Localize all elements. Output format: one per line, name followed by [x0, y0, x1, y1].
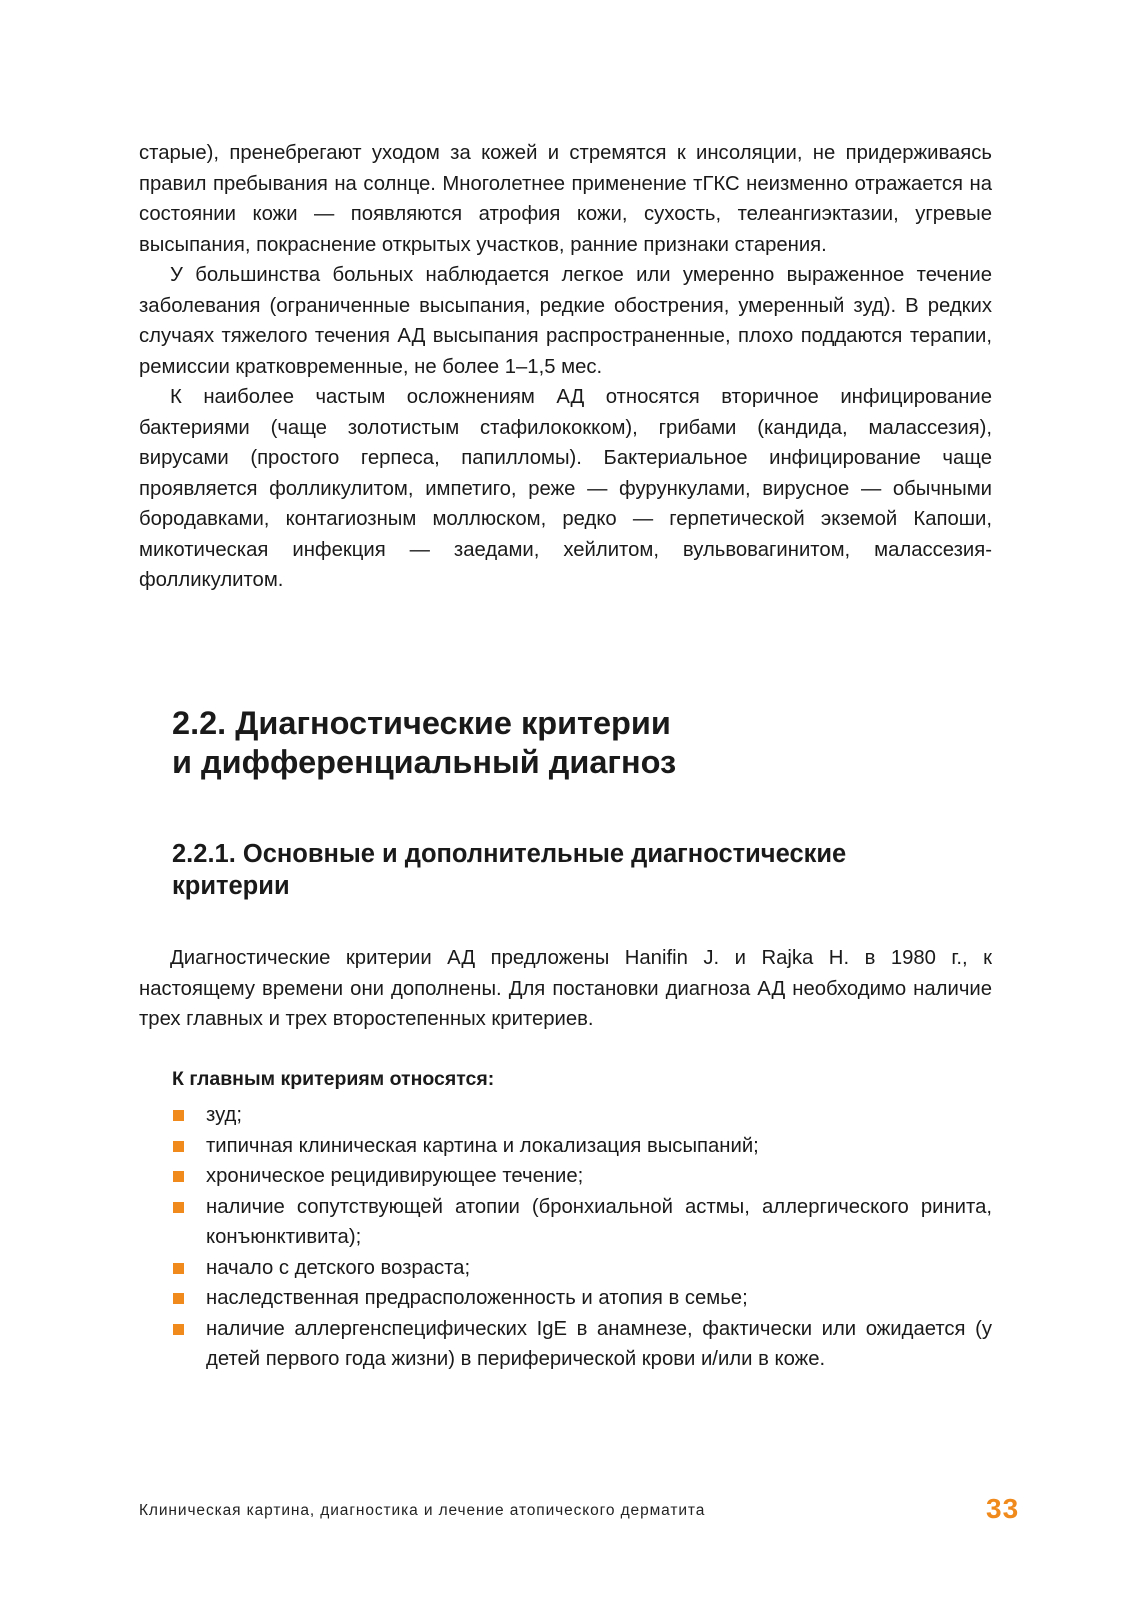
- main-criteria-list: [172, 1100, 992, 1375]
- orange-square-bullet-icon: [173, 1324, 184, 1335]
- list-item: [172, 1283, 992, 1314]
- list-item: [172, 1253, 992, 1284]
- list-item: [172, 1131, 992, 1162]
- list-item: [172, 1192, 992, 1253]
- orange-square-bullet-icon: [173, 1263, 184, 1274]
- subsection-heading-line2: критерии: [172, 872, 290, 900]
- list-item-text: наличие аллергенспецифических IgE в анамнезе, фактически или ожидается (у детей первого года жизни) в периферической крови и/или в коже.: [206, 1317, 992, 1370]
- list-item: [172, 1161, 992, 1192]
- orange-square-bullet-icon: [173, 1293, 184, 1304]
- page-number: 33: [986, 1493, 1020, 1524]
- list-item-text: зуд;: [206, 1104, 243, 1126]
- orange-square-bullet-icon: [173, 1141, 184, 1152]
- section-heading-line2: и дифференциальный диагноз: [172, 744, 677, 780]
- list-item-text: наследственная предрасположенность и атопия в семье;: [206, 1287, 748, 1309]
- list-item-text: хроническое рецидивирующее течение;: [206, 1165, 584, 1187]
- list-item-text: типичная клиническая картина и локализация высыпаний;: [206, 1134, 759, 1157]
- list-item: [172, 1100, 992, 1131]
- list-item-text: наличие сопутствующей атопии (бронхиальной астмы, аллергического ринита, конъюнктивита);: [206, 1195, 992, 1248]
- orange-square-bullet-icon: [173, 1171, 184, 1182]
- list-item-text: начало с детского возраста;: [206, 1256, 471, 1279]
- subsection-text: [139, 943, 992, 1035]
- intro-paragraph: старые), пренебрегают уходом за кожей и стремятся к инсоляции, не придерживаясь правил пребывания на солнце. Многолетнее применение тГКС неизменно отражается на состоянии кожи — появляются атрофия кожи, сухость, телеангиэктазии, угревые высыпания, покраснение открытых участков, ранние признаки старения.: [139, 142, 992, 256]
- running-footer-title: Клиническая картина, диагностика и лечение атопического дерматита: [139, 1502, 706, 1519]
- section-heading-line1: 2.2. Диагностические критерии: [172, 705, 671, 741]
- criteria-list-title: К главным критериям относятся:: [172, 1068, 495, 1090]
- orange-square-bullet-icon: [173, 1202, 184, 1213]
- section-heading: [172, 704, 932, 782]
- intro-paragraph: У большинства больных наблюдается легкое или умеренно выраженное течение заболевания (ограниченные высыпания, редкие обострения, умеренный зуд). В редких случаях тяжелого течения АД высыпания распространенные, плохо поддаются терапии, ремиссии кратковременные, не более 1–1,5 мес.: [139, 264, 992, 378]
- intro-paragraph: К наиболее частым осложнениям АД относятся вторичное инфицирование бактериями (чаще золотистым стафилококком), грибами (кандида, малассезия), вирусами (простого герпеса, папилломы). Бактериальное инфицирование чаще проявляется фолликулитом, импетиго, реже — фурункулами, вирусное — обычными бородавками, контагиозным моллюском, редко — герпетической экземой Капоши, микотическая инфекция — заедами, хейлитом, вульвовагинитом, малассезия-фолликулитом.: [139, 386, 992, 591]
- subsection-heading: [172, 838, 972, 902]
- subsection-paragraph: Диагностические критерии АД предложены Hanifin J. и Rajka H. в 1980 г., к настоящему времени они дополнены. Для постановки диагноза АД необходимо наличие трех главных и трех второстепенных критериев.: [139, 947, 992, 1030]
- intro-text: [139, 138, 992, 596]
- orange-square-bullet-icon: [173, 1110, 184, 1121]
- list-item: [172, 1314, 992, 1375]
- subsection-heading-line1: 2.2.1. Основные и дополнительные диагностические: [172, 840, 847, 868]
